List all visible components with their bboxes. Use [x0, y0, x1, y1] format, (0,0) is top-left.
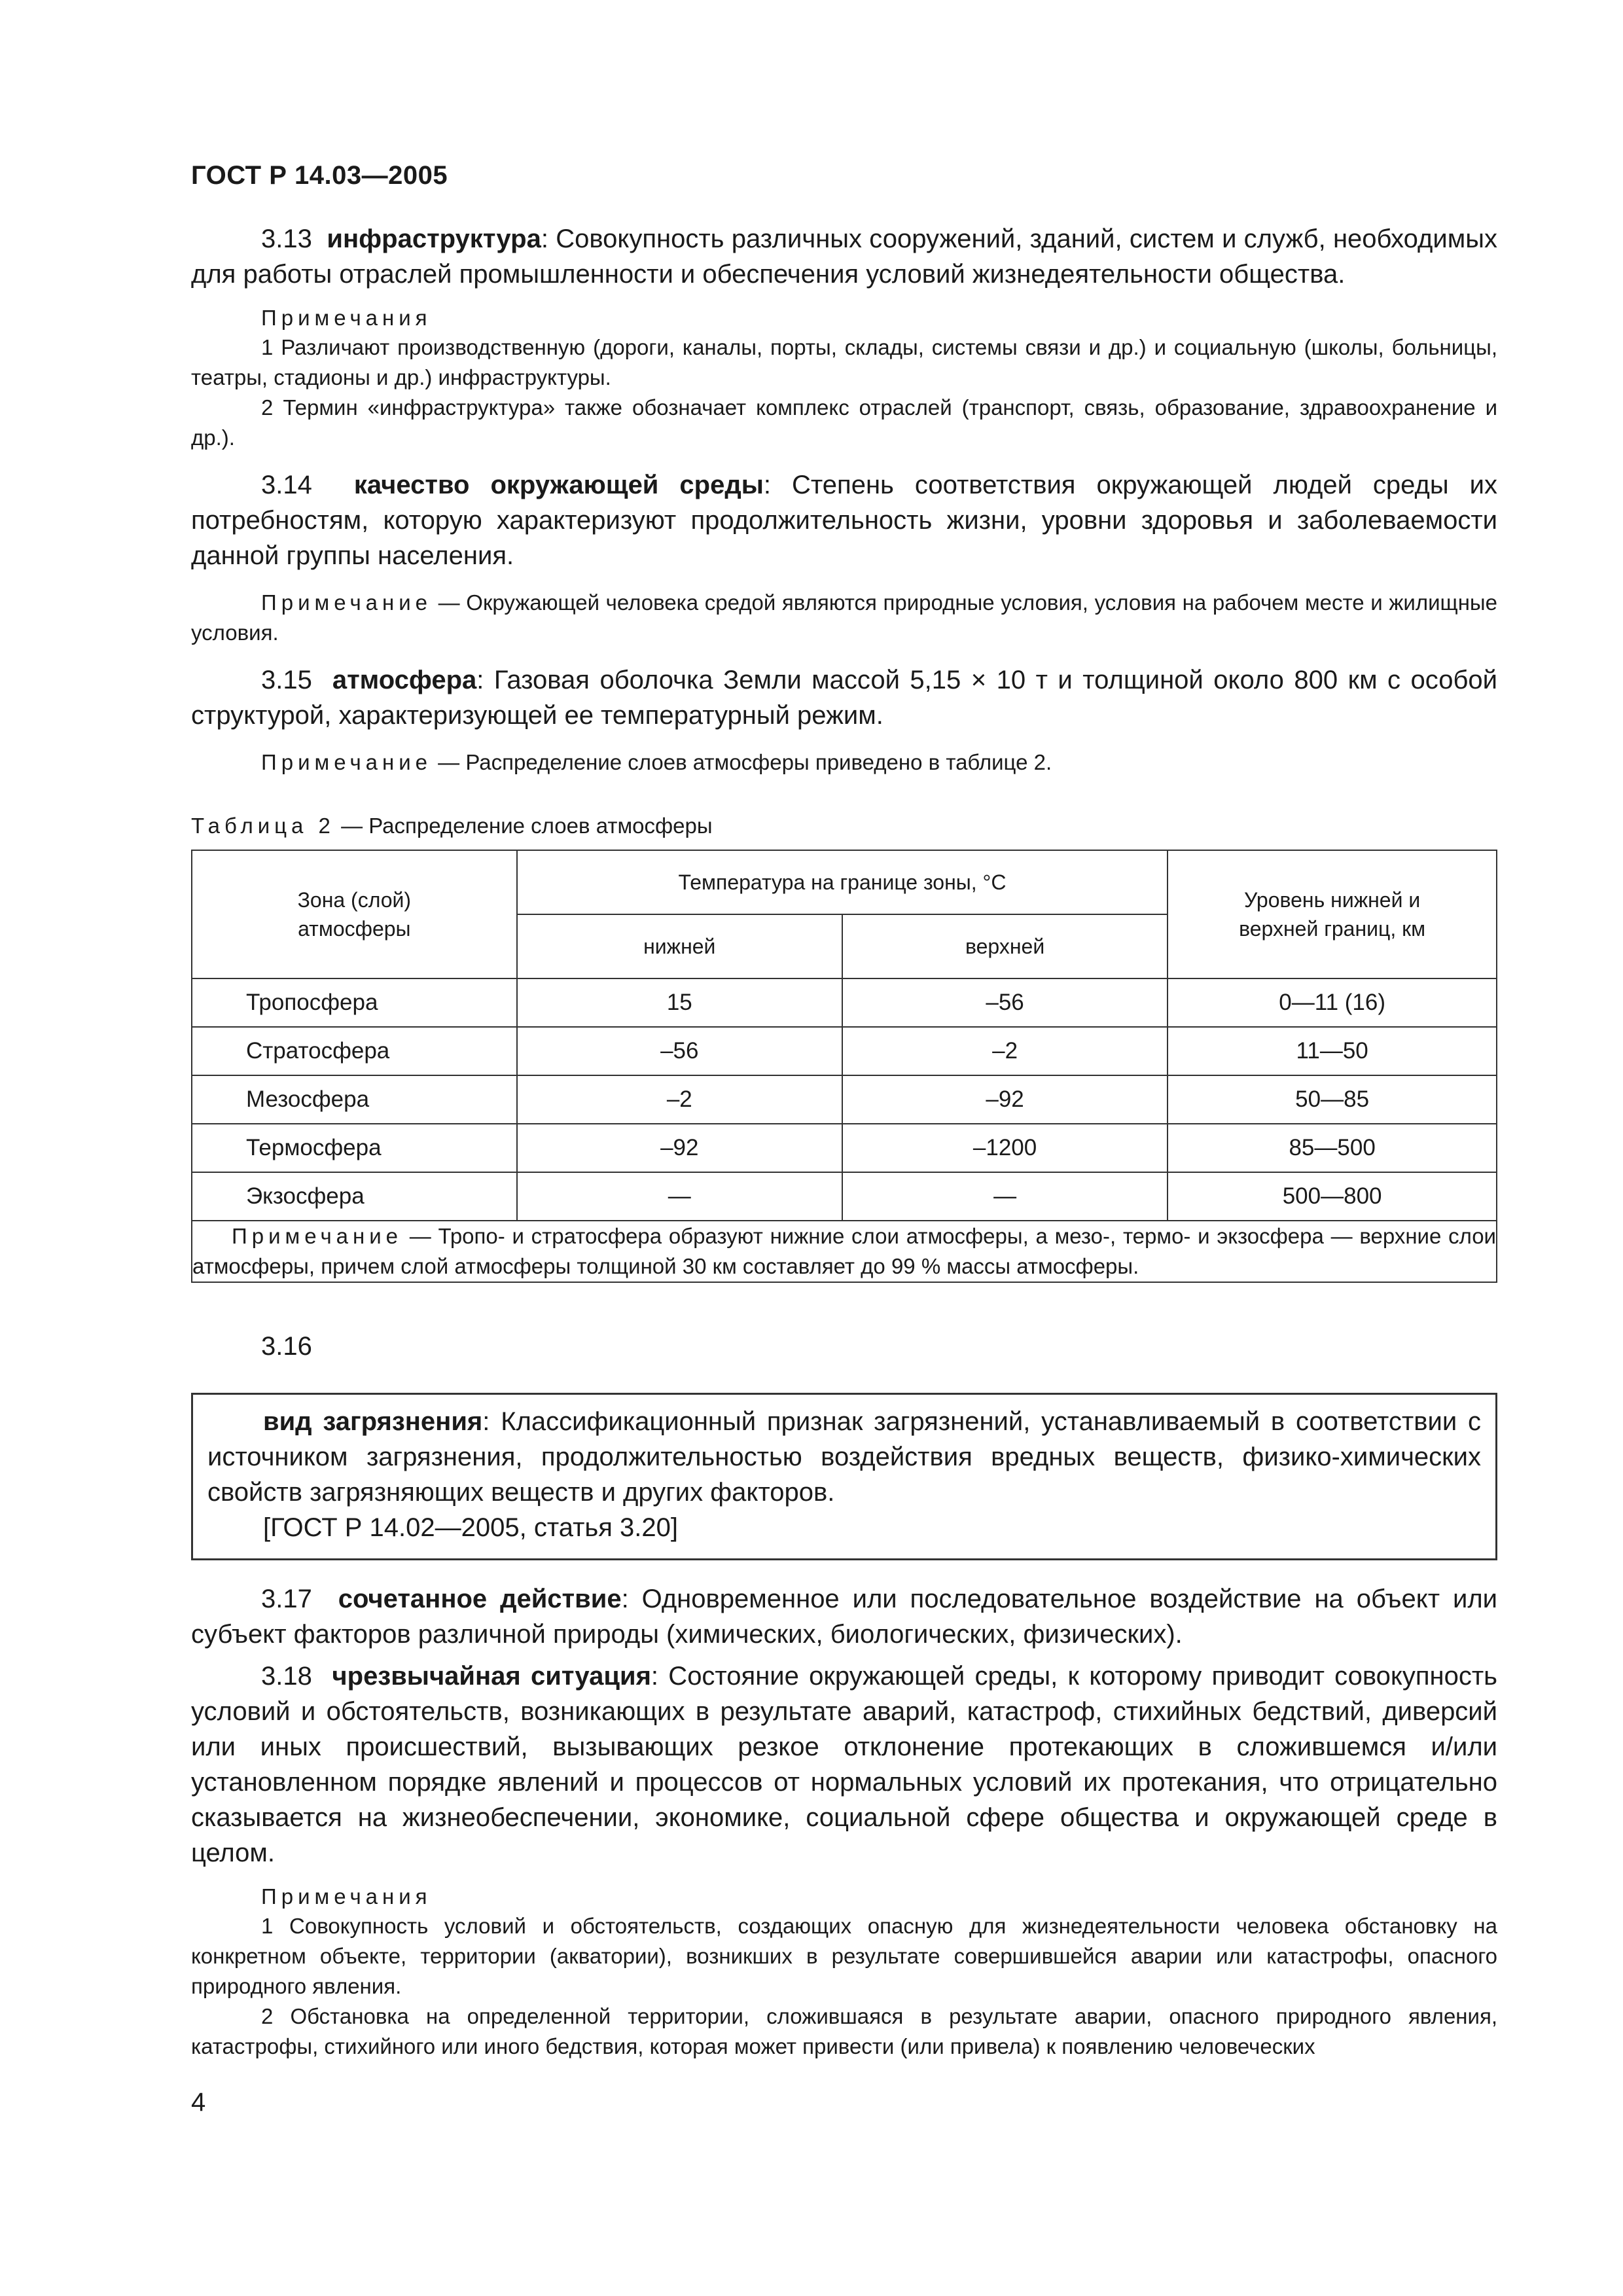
cell-lower: –2 — [517, 1075, 842, 1124]
cell-lower: –56 — [517, 1027, 842, 1075]
cell-lower: –92 — [517, 1124, 842, 1172]
table-row — [192, 1075, 1497, 1124]
cell-lower: — — [517, 1172, 842, 1221]
cell-upper: — — [842, 1172, 1168, 1221]
cell-upper: –2 — [842, 1027, 1168, 1075]
cell-level: 0—11 (16) — [1168, 978, 1497, 1027]
header-upper: верхней — [842, 914, 1168, 978]
header-zone: Зона (слой) атмосферы — [192, 850, 517, 978]
term-number: 3.15 — [261, 666, 312, 694]
term-name: сочетанное действие — [338, 1585, 622, 1613]
term-name: качество окружающей среды — [353, 471, 764, 499]
cell-level: 11—50 — [1168, 1027, 1497, 1075]
term-number: 3.18 — [261, 1662, 312, 1691]
note-label: Примечание — [261, 750, 433, 774]
table-note — [192, 1221, 1497, 1282]
term-definition: : Совокупность различных сооружений, зданий, систем и служб, необходимых для работы отраслей промышленности и обеспечения условий жизнедеятельности общества. — [191, 224, 1497, 289]
table-row — [192, 1172, 1497, 1221]
note — [191, 588, 1497, 648]
cell-upper: –56 — [842, 978, 1168, 1027]
term-3-18 — [191, 1659, 1497, 1871]
note — [191, 747, 1497, 778]
term-name: инфраструктура — [327, 224, 541, 253]
term-number: 3.17 — [261, 1585, 312, 1613]
page-content — [191, 221, 1497, 2062]
table-caption-label: Таблица 2 — [191, 814, 335, 838]
page-number: 4 — [191, 2088, 206, 2117]
table-row — [192, 1027, 1497, 1075]
cell-level: 500—800 — [1168, 1172, 1497, 1221]
header-temperature: Температура на границе зоны, °С — [517, 850, 1168, 914]
atmosphere-layers-table — [191, 850, 1497, 1283]
note-text: — Окружающей человека средой являются природные условия, условия на рабочем месте и жилищные условия. — [191, 590, 1497, 645]
cell-zone: Стратосфера — [192, 1027, 517, 1075]
term-definition: : Степень соответствия окружающей людей среды их потребностям, которую характеризуют продолжительность жизни, уровни здоровья и заболеваемости данной группы населения. — [191, 471, 1497, 570]
table-caption-text: — Распределение слоев атмосферы — [334, 814, 713, 838]
cell-zone: Термосфера — [192, 1124, 517, 1172]
note-label: Примечание — [232, 1224, 403, 1248]
note-item: 1 Различают производственную (дороги, каналы, порты, склады, системы связи и др.) и социальную (школы, больницы, театры, стадионы и др.) инфраструктуры. — [191, 335, 1497, 389]
cell-zone: Тропосфера — [192, 978, 517, 1027]
term-3-16 — [207, 1404, 1481, 1510]
note-text: — Распределение слоев атмосферы приведено в таблице 2. — [432, 750, 1052, 774]
term-name: чрезвычайная ситуация — [332, 1662, 651, 1691]
cell-zone: Экзосфера — [192, 1172, 517, 1221]
notes-heading: Примечания — [261, 1884, 432, 1909]
term-number: 3.14 — [261, 471, 312, 499]
term-definition: : Классификационный признак загрязнений, устанавливаемый в соответствии с источником загрязнения, продолжительностью воздействия вредных веществ, физико-химических свойств загрязняющих веществ и других факторов. — [207, 1407, 1481, 1507]
header-level: Уровень нижней и верхней границ, км — [1168, 850, 1497, 978]
cell-upper: –92 — [842, 1075, 1168, 1124]
quoted-term-box — [191, 1393, 1497, 1560]
notes-heading: Примечания — [261, 306, 432, 330]
cell-lower: 15 — [517, 978, 842, 1027]
term-name: атмосфера — [332, 666, 477, 694]
term-3-17 — [191, 1581, 1497, 1652]
table-caption — [191, 812, 1497, 840]
cell-upper: –1200 — [842, 1124, 1168, 1172]
table-row — [192, 1124, 1497, 1172]
cell-zone: Мезосфера — [192, 1075, 517, 1124]
term-name: вид загрязнения — [263, 1407, 483, 1436]
note-item: 2 Термин «инфраструктура» также обозначает комплекс отраслей (транспорт, связь, образование, здравоохранение и др.). — [191, 395, 1497, 450]
table-note-row — [192, 1221, 1497, 1282]
term-3-16-number: 3.16 — [261, 1332, 312, 1361]
term-3-13 — [191, 221, 1497, 292]
term-3-15 — [191, 662, 1497, 733]
term-definition: : Одновременное или последовательное воздействие на объект или субъект факторов различной природы (химических, биологических, физических). — [191, 1585, 1497, 1649]
term-number: 3.13 — [261, 224, 312, 253]
cell-level: 85—500 — [1168, 1124, 1497, 1172]
header-lower: нижней — [517, 914, 842, 978]
document-header: ГОСТ Р 14.03—2005 — [191, 161, 448, 190]
source-reference: [ГОСТ Р 14.02—2005, статья 3.20] — [263, 1513, 678, 1542]
note-text: — Тропо- и стратосфера образуют нижние слои атмосферы, а мезо-, термо- и экзосфера — верхние слои атмосферы, причем слой атмосферы толщиной 30 км составляет до 99 % массы атмосферы. — [192, 1224, 1496, 1278]
cell-level: 50—85 — [1168, 1075, 1497, 1124]
term-definition: : Состояние окружающей среды, к которому приводит совокупность условий и обстоятельств, возникающих в результате аварий, катастроф, стихийных бедствий, диверсий или иных происшествий, вызывающих резкое отклонение протекающих в сложившемся и/или установленном порядке явлений и процессов от нормальных условий их протекания, что отрицательно сказывается на жизнеобеспечении, экономике, социальной сфере общества и окружающей среде в целом. — [191, 1662, 1497, 1867]
note-item: 1 Совокупность условий и обстоятельств, создающих опасную для жизнедеятельности человека обстановку на конкретном объекте, территории (акватории), возникших в результате совершившейся аварии или катастрофы, опасного природного явления. — [191, 1914, 1497, 1998]
term-definition: : Газовая оболочка Земли массой 5,15 × 10 т и толщиной около 800 км с особой структурой, характеризующей ее температурный режим. — [191, 666, 1497, 730]
note-label: Примечание — [261, 590, 433, 615]
table-row — [192, 978, 1497, 1027]
term-3-14 — [191, 467, 1497, 573]
note-item: 2 Обстановка на определенной территории, сложившаяся в результате аварии, опасного природного явления, катастрофы, стихийного или иного бедствия, которая может привести (или привела) к появлению человеческих — [191, 2004, 1497, 2058]
